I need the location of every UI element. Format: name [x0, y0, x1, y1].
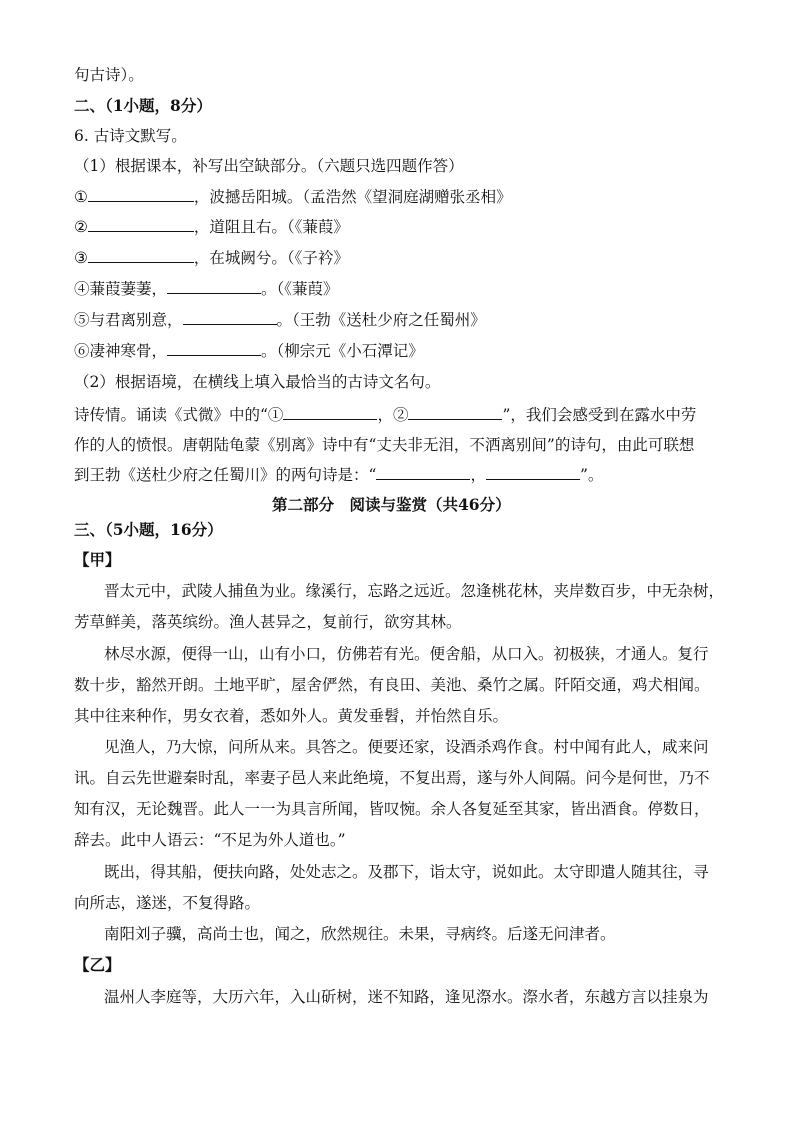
answer-blank[interactable] [167, 279, 261, 294]
line-text: ，② [377, 406, 409, 424]
item-text: 。（《蒹葭》 [261, 280, 339, 298]
passage-line: 南阳刘子骥，高尚士也，闻之，欣然规往。未果，寻病终。后遂无问津者。 [104, 925, 616, 943]
item-text: 。（柳宗元《小石潭记》 [261, 342, 424, 360]
sub-question: （2）根据语境，在横线上填入最恰当的古诗文名句。 [74, 373, 441, 391]
answer-blank[interactable] [376, 465, 470, 480]
question-title: 6. 古诗文默写。 [74, 127, 187, 145]
section-heading: 三、（5小题，16分） [74, 520, 223, 539]
text-line: 句古诗）。 [74, 66, 144, 84]
blank-line-2 [74, 217, 794, 237]
context-line-1 [74, 405, 794, 425]
item-text: ，波撼岳阳城。（孟浩然《望洞庭湖赠张丞相》 [193, 188, 512, 206]
item-number: ① [74, 188, 88, 206]
passage-line: 知有汉，无论魏晋。此人一一为具言所闻，皆叹惋。余人各复延至其家，皆出酒食。停数日， [74, 800, 710, 818]
part-heading: 第二部分 阅读与鉴赏（共46分） [272, 495, 511, 514]
item-text: ⑥凄神寒骨， [74, 342, 168, 360]
blank-line-3 [74, 248, 794, 268]
line-text: ， [470, 466, 486, 484]
passage-line: 温州人李庭等，大历六年，入山斫树，迷不知路，逢见漈水。漈水者，东越方言以挂泉为 [104, 988, 709, 1006]
passage-line: 晋太元中，武陵人捕鱼为业。缘溪行，忘路之远近。忽逢桃花林，夹岸数百步，中无杂树， [104, 582, 725, 600]
answer-blank[interactable] [88, 217, 194, 232]
context-line-3 [74, 465, 794, 485]
item-text: ，道阻且右。（《蒹葭》 [193, 218, 349, 236]
item-text: ，在城阙兮。（《子衿》 [193, 249, 349, 267]
item-text: ⑤与君离别意， [74, 311, 183, 329]
item-number: ③ [74, 249, 88, 267]
blank-line-4 [74, 279, 794, 299]
blank-line-5 [74, 310, 794, 330]
answer-blank[interactable] [283, 405, 377, 420]
context-line-2: 作的人的愤恨。唐朝陆龟蒙《别离》诗中有“丈夫非无泪，不洒离别间”的诗句，由此可联想 [74, 436, 695, 454]
passage-line: 芳草鲜美，落英缤纷。渔人甚异之，复前行，欲穷其林。 [74, 613, 462, 631]
item-number: ② [74, 218, 88, 236]
passage-line: 林尽水源，便得一山，山有小口，仿佛若有光。便舍船，从口入。初极狭，才通人。复行 [104, 645, 709, 663]
passage-line: 既出，得其船，便扶向路，处处志之。及郡下，诣太守，说如此。太守即遣人随其往，寻 [104, 863, 709, 881]
line-text: ”，我们会感受到在露水中劳 [502, 406, 697, 424]
answer-blank[interactable] [88, 187, 194, 202]
item-text: ④蒹葭萋萋， [74, 280, 168, 298]
passage-label-yi: 【乙】 [74, 955, 121, 974]
answer-blank[interactable] [486, 465, 580, 480]
passage-line: 其中往来种作，男女衣着，悉如外人。黄发垂髫，并怡然自乐。 [74, 707, 509, 725]
sub-question: （1）根据课本，补写出空缺部分。（六题只选四题作答） [74, 157, 464, 175]
passage-label-jia: 【甲】 [74, 550, 121, 569]
passage-line: 辞去。此中人语云：“不足为外人道也。” [74, 831, 346, 849]
item-text: 。（王勃《送杜少府之任蜀州》 [276, 311, 486, 329]
passage-line: 讯。自云先世避秦时乱，率妻子邑人来此绝境，不复出焉，遂与外人间隔。问今是何世，乃不 [74, 769, 710, 787]
passage-line: 数十步，豁然开朗。土地平旷，屋舍俨然，有良田、美池、桑竹之属。阡陌交通，鸡犬相闻。 [74, 676, 710, 694]
answer-blank[interactable] [183, 310, 277, 325]
section-heading: 二、（1小题，8分） [74, 96, 212, 115]
line-text: 诗传情。诵读《式微》中的“① [74, 406, 284, 424]
answer-blank[interactable] [167, 341, 261, 356]
line-text: ”。 [579, 466, 604, 484]
blank-line-6 [74, 341, 794, 361]
blank-line-1 [74, 187, 794, 207]
passage-line: 见渔人，乃大惊，问所从来。具答之。便要还家，设酒杀鸡作食。村中闻有此人，咸来问 [104, 738, 709, 756]
line-text: 到王勃《送杜少府之任蜀川》的两句诗是：“ [74, 466, 377, 484]
answer-blank[interactable] [408, 405, 502, 420]
answer-blank[interactable] [88, 248, 194, 263]
passage-line: 向所志，遂迷，不复得路。 [74, 894, 261, 912]
